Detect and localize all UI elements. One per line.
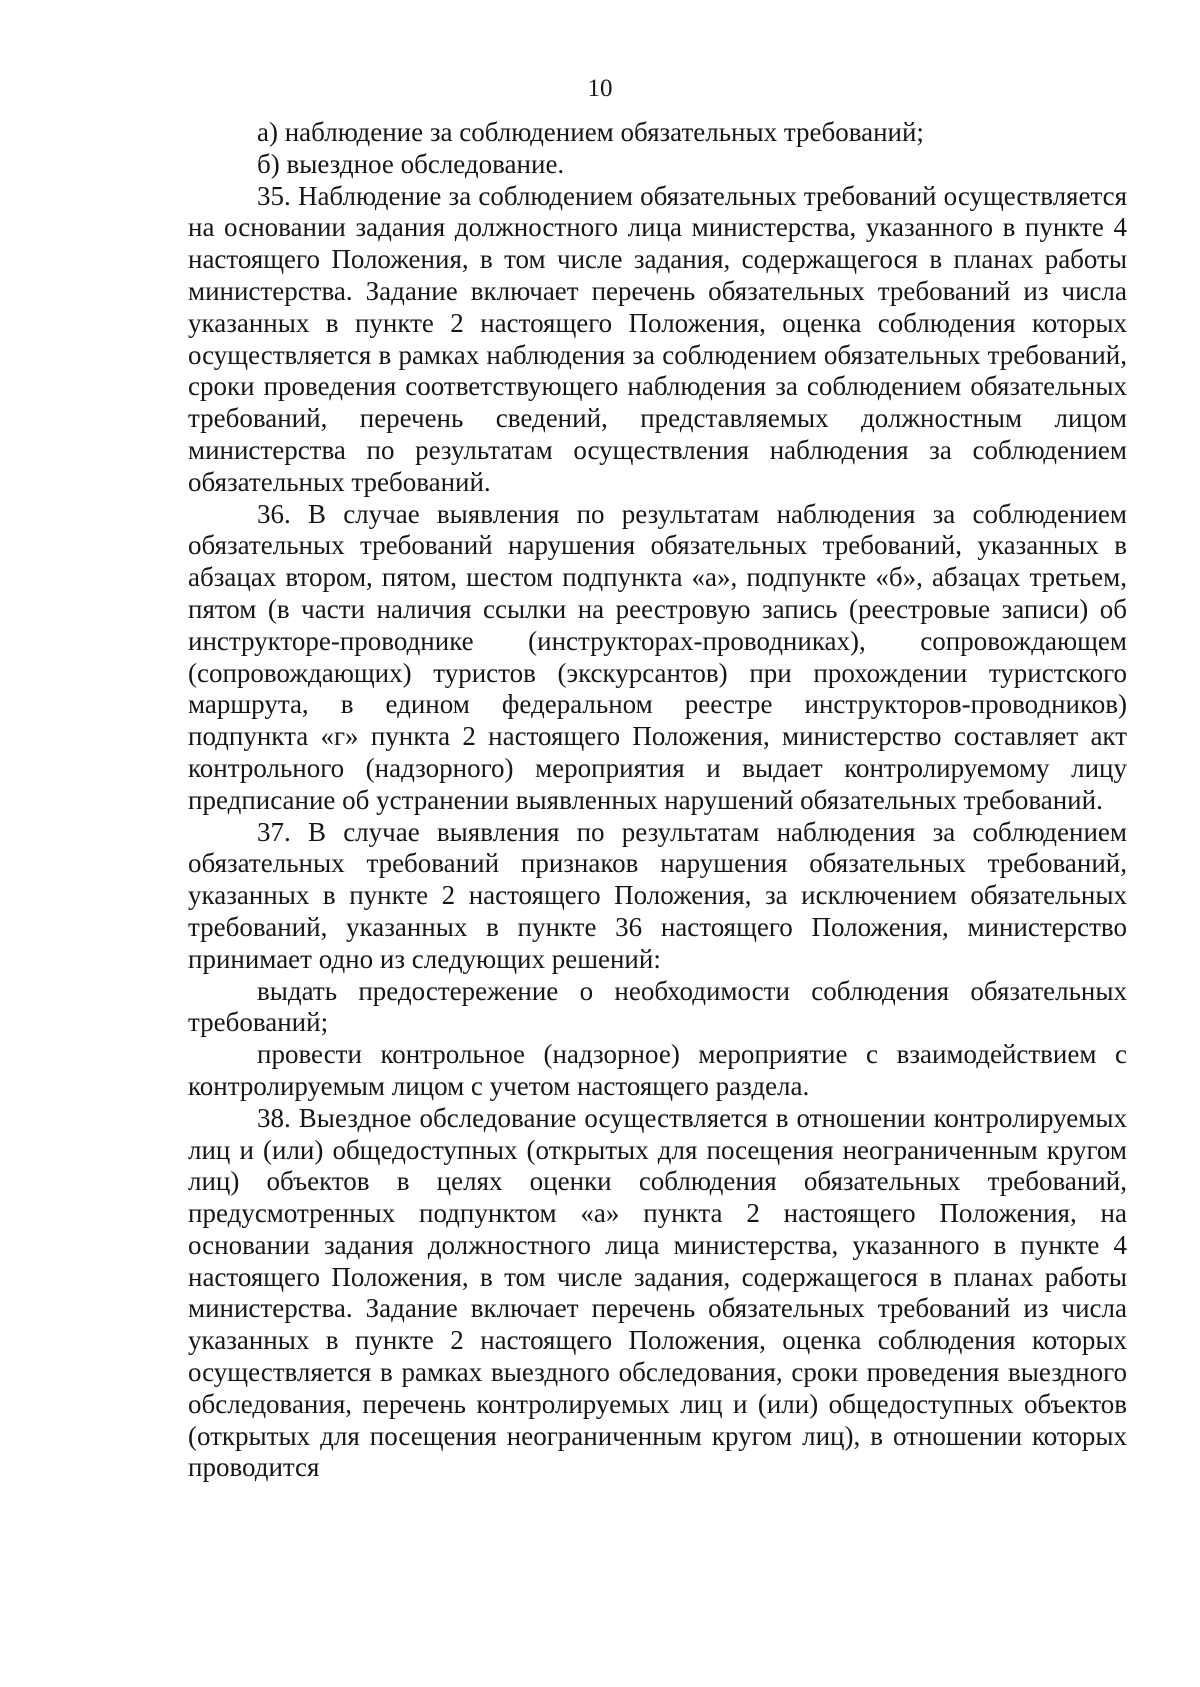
paragraph-37-option-inspection: провести контрольное (надзорное) мероприятие с взаимодействием с контролируемым лицом с учетом настоящего раздела. (188, 1039, 1127, 1101)
document-body (188, 117, 1127, 1484)
paragraph-37: 37. В случае выявления по результатам наблюдения за соблюдением обязательных требований признаков нарушения обязательных требований, указанных в пункте 2 настоящего Положения, за исключением обязательных требований, указанных в пункте 36 настоящего Положения, министерство принимает одно из следующих решений: (188, 816, 1127, 974)
paragraph-38: 38. Выездное обследование осуществляется в отношении контролируемых лиц и (или) общедоступных (открытых для посещения неограниченным кругом лиц) объектов в целях оценки соблюдения обязательных требований, предусмотренных подпунктом «а» пункта 2 настоящего Положения, на основании задания должностного лица министерства, указанного в пункте 4 настоящего Положения, в том числе задания, содержащегося в планах работы министерства. Задание включает перечень обязательных требований из числа указанных в пункте 2 настоящего Положения, оценка соблюдения которых осуществляется в рамках выездного обследования, сроки проведения выездного обследования, перечень контролируемых лиц и (или) общедоступных объектов (открытых для посещения неограниченным кругом лиц), в отношении которых проводится (188, 1102, 1127, 1483)
page-number: 10 (587, 75, 613, 102)
paragraph-item-b: б) выездное обследование. (257, 148, 565, 179)
paragraph-36: 36. В случае выявления по результатам наблюдения за соблюдением обязательных требований нарушения обязательных требований, указанных в абзацах втором, пятом, шестом подпункта «а», подпункте «б», абзацах третьем, пятом (в части наличия ссылки на реестровую запись (реестровые записи) об инструкторе-проводнике (инструкторах-проводниках), сопровождающем (сопровождающих) туристов (экскурсантов) при прохождении туристского маршрута, в едином федеральном реестре инструкторов-проводников) подпункта «г» пункта 2 настоящего Положения, министерство составляет акт контрольного (надзорного) мероприятия и выдает контролируемому лицу предписание об устранении выявленных нарушений обязательных требований. (188, 498, 1127, 815)
paragraph-37-option-warning: выдать предостережение о необходимости соблюдения обязательных требований; (188, 975, 1127, 1038)
paragraph-35: 35. Наблюдение за соблюдением обязательных требований осуществляется на основании задания должностного лица министерства, указанного в пункте 4 настоящего Положения, в том числе задания, содержащегося в планах работы министерства. Задание включает перечень обязательных требований из числа указанных в пункте 2 настоящего Положения, оценка соблюдения которых осуществляется в рамках наблюдения за соблюдением обязательных требований, сроки проведения соответствующего наблюдения за соблюдением обязательных требований, перечень сведений, представляемых должностным лицом министерства по результатам осуществления наблюдения за соблюдением обязательных требований. (188, 180, 1127, 497)
paragraph-item-a: а) наблюдение за соблюдением обязательных требований; (257, 117, 924, 147)
